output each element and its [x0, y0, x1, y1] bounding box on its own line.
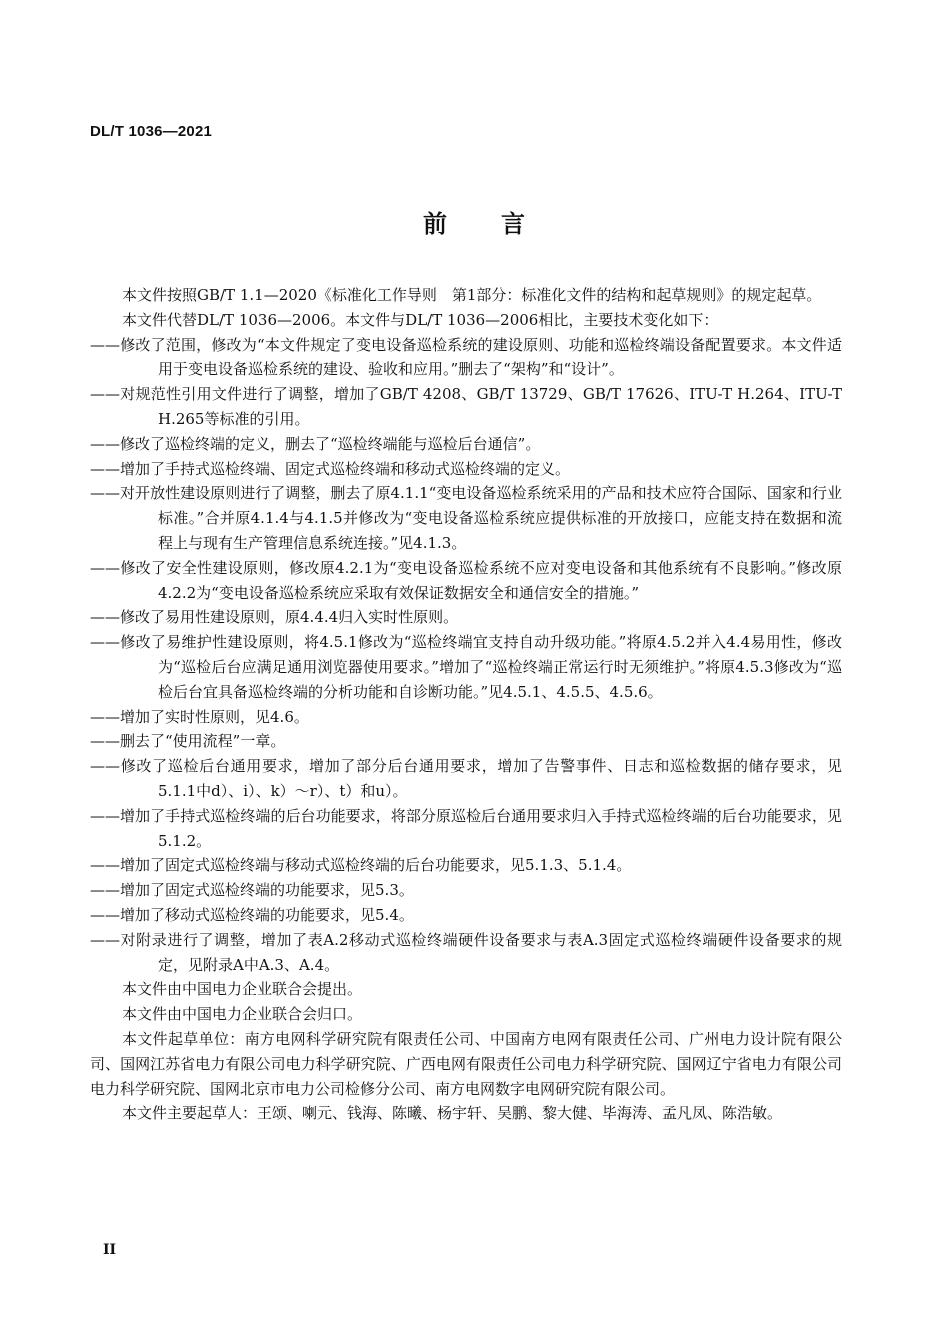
- paragraph-administrator: 本文件由中国电力企业联合会归口。: [122, 1005, 363, 1024]
- paragraph-proposer: 本文件由中国电力企业联合会提出。: [122, 980, 363, 999]
- change-item: ——对附录进行了调整，增加了表A.2移动式巡检终端硬件设备要求与表A.3固定式巡检终端硬件设备要求的规定，见附录A中A.3、A.4。: [90, 930, 842, 974]
- page-number: II: [103, 1242, 117, 1258]
- change-item: ——对规范性引用文件进行了调整，增加了GB/T 4208、GB/T 13729、GB/T 17626、ITU-T H.264、ITU-T H.265等标准的引用。: [90, 385, 842, 428]
- title-char-1: 前: [423, 209, 449, 238]
- change-item: ——修改了巡检后台通用要求，增加了部分后台通用要求，增加了告警事件、日志和巡检数据的储存要求，见5.1.1中d）、i）、k）～r）、t）和u）。: [90, 757, 842, 800]
- change-item: ——删去了“使用流程”一章。: [90, 732, 286, 751]
- change-item: ——修改了易维护性建设原则，将4.5.1修改为“巡检终端宜支持自动升级功能。”将原4.5.2并入4.4易用性，修改为“巡检后台应满足通用浏览器使用要求。”增加了“巡检终端正常运行时无须维护。”将原4.5.3修改为“巡检后台宜具备巡检终端的分析功能和自诊断功能。”见4.5.1、4.5.5、4.5.6。: [90, 633, 842, 701]
- paragraph-replacement: 本文件代替DL/T 1036—2006。本文件与DL/T 1036—2006相比，主要技术变化如下：: [122, 310, 719, 329]
- change-item: ——修改了安全性建设原则，修改原4.2.1为“变电设备巡检系统不应对变电设备和其他系统有不良影响。”修改原4.2.2为“变电设备巡检系统应采取有效保证数据安全和通信安全的措施。”: [90, 558, 842, 602]
- change-item: ——对开放性建设原则进行了调整，删去了原4.1.1“变电设备巡检系统采用的产品和技术应符合国际、国家和行业标准。”合并原4.1.4与4.1.5并修改为“变电设备巡检系统应提供标准的开放接口，应能支持在数据和流程上与现有生产管理信息系统连接。”见4.1.3。: [90, 484, 842, 552]
- change-item: ——增加了实时性原则，见4.6。: [90, 707, 309, 726]
- change-item: ——增加了手持式巡检终端、固定式巡检终端和移动式巡检终端的定义。: [90, 459, 571, 478]
- page-title: [0, 204, 950, 239]
- paragraph-drafters: 本文件主要起草人：王颂、喇元、钱海、陈曦、杨宇轩、吴鹏、黎大健、毕海涛、孟凡凤、陈浩敏。: [122, 1104, 783, 1123]
- change-item: ——增加了固定式巡检终端与移动式巡检终端的后台功能要求，见5.1.3、5.1.4。: [90, 856, 632, 875]
- title-char-2: 言: [501, 209, 527, 238]
- paragraph-drafting-rules: 本文件按照GB/T 1.1—2020《标准化工作导则 第1部分：标准化文件的结构和起草规则》的规定起草。: [122, 286, 822, 304]
- standard-number-header: DL/T 1036—2021: [90, 123, 213, 140]
- change-item: ——修改了巡检终端的定义，删去了“巡检终端能与巡检后台通信”。: [90, 434, 541, 453]
- change-item: ——增加了移动式巡检终端的功能要求，见5.4。: [90, 905, 414, 924]
- change-item: ——增加了固定式巡检终端的功能要求，见5.3。: [90, 881, 414, 900]
- change-item: ——修改了范围，修改为“本文件规定了变电设备巡检系统的建设原则、功能和巡检终端设备配置要求。本文件适用于变电设备巡检系统的建设、验收和应用。”删去了“架构”和“设计”。: [90, 335, 842, 379]
- change-item: ——增加了手持式巡检终端的后台功能要求，将部分原巡检后台通用要求归入手持式巡检终端的后台功能要求，见5.1.2。: [90, 806, 842, 850]
- paragraph-drafting-units: 本文件起草单位：南方电网科学研究院有限责任公司、中国南方电网有限责任公司、广州电力设计院有限公司、国网江苏省电力有限公司电力科学研究院、广西电网有限责任公司电力科学研究院、国网辽宁省电力有限公司电力科学研究院、国网北京市电力公司检修分公司、南方电网数字电网研究院有限公司。: [90, 1029, 842, 1098]
- foreword-body: [90, 283, 842, 1126]
- change-item: ——修改了易用性建设原则，原4.4.4归入实时性原则。: [90, 608, 459, 627]
